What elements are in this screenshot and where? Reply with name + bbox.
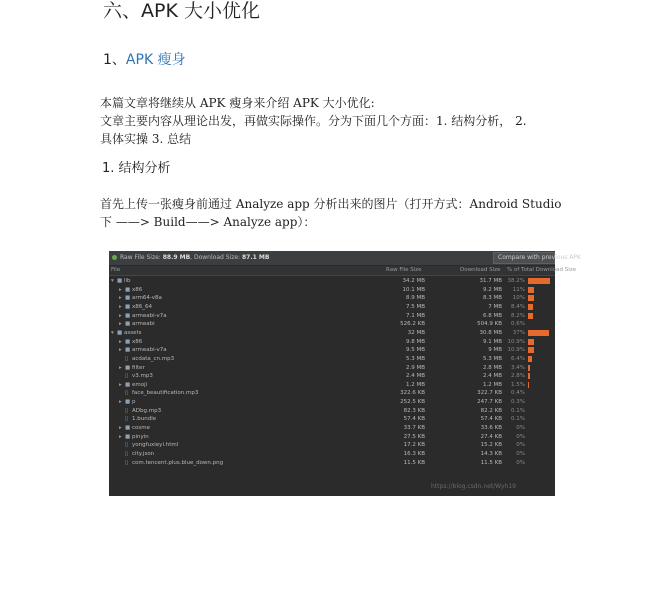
- percent-cell: 0.1%: [511, 416, 525, 423]
- folder-icon: ■: [125, 338, 131, 345]
- file-icon: ▯: [125, 451, 129, 457]
- file-name: lib: [124, 278, 131, 284]
- paragraph-analyze: 首先上传一张瘦身前通过 Analyze app 分析出来的图片（打开方式：Android Studio: [100, 197, 562, 211]
- paragraph-analyze-cont: 下 ——> Build——> Analyze app）：: [100, 215, 316, 229]
- raw-size-cell: 34.2 MB: [402, 278, 425, 284]
- section-label: APK 瘦身: [125, 52, 186, 68]
- folder-icon: ■: [125, 399, 131, 406]
- raw-size-cell: 82.3 KB: [403, 407, 425, 414]
- file-name: arm64-v8a: [132, 295, 162, 302]
- percent-cell: 0.3%: [511, 399, 525, 406]
- table-row[interactable]: [109, 372, 555, 381]
- raw-size-cell: 57.4 KB: [403, 416, 425, 423]
- percent-cell: 38.2%: [507, 278, 525, 284]
- download-size-cell: 14.3 KB: [480, 451, 502, 457]
- table-row[interactable]: [109, 381, 555, 390]
- percent-cell: 0%: [516, 425, 525, 432]
- expand-arrow-icon[interactable]: ▸: [119, 381, 122, 388]
- size-summary-bar: [109, 251, 581, 265]
- file-name: yongfuxieyi.html: [132, 442, 179, 449]
- folder-icon: ■: [125, 295, 131, 302]
- download-size-cell: 30.8 MB: [479, 329, 502, 336]
- file-name: com.tencent.plus.blue_down.png: [132, 459, 224, 466]
- expand-arrow-icon[interactable]: ▸: [119, 347, 122, 354]
- raw-size-cell: 32 MB: [407, 329, 425, 336]
- table-row[interactable]: [109, 415, 555, 424]
- paragraph-outline: 文章主要内容从理论出发，再做实际操作。分为下面几个方面：1. 结构分析， 2.: [100, 114, 527, 128]
- percent-bar: [528, 339, 534, 345]
- table-row[interactable]: [109, 277, 555, 286]
- percent-bar: [528, 287, 534, 293]
- download-size-cell: 6.8 MB: [482, 312, 502, 319]
- table-row[interactable]: [109, 312, 555, 321]
- percent-bar: [528, 382, 529, 388]
- percent-cell: 3.4%: [511, 364, 525, 371]
- percent-bar: [528, 304, 533, 310]
- percent-cell: 0%: [516, 442, 525, 449]
- folder-icon: ■: [125, 312, 131, 319]
- size-summary: [120, 253, 269, 262]
- download-size-cell: 5.3 MB: [482, 355, 502, 362]
- percent-bar: [528, 347, 534, 353]
- table-row[interactable]: [109, 286, 555, 295]
- percent-bar: [528, 330, 549, 336]
- file-name: ADbg.mp3: [132, 407, 162, 414]
- expand-arrow-icon[interactable]: ▾: [111, 278, 114, 284]
- download-size-cell: 1.2 MB: [482, 381, 502, 388]
- file-icon: ▯: [125, 355, 129, 362]
- table-row[interactable]: [109, 459, 555, 468]
- download-size-cell: 504.9 KB: [477, 321, 502, 328]
- download-size-cell: 15.2 KB: [480, 442, 502, 449]
- folder-icon: ■: [125, 364, 131, 371]
- percent-cell: 37%: [512, 329, 525, 336]
- download-size-cell: 31.7 MB: [479, 278, 502, 284]
- file-name: x86_64: [132, 303, 153, 310]
- file-icon: ▯: [125, 416, 129, 423]
- file-name: p: [132, 399, 136, 406]
- page-title: 六、APK 大小优化: [103, 0, 260, 22]
- file-name: x86: [132, 338, 143, 345]
- analyze-app-screenshot: [109, 251, 581, 496]
- percent-cell: 10.9%: [507, 338, 525, 345]
- download-size-label: , Download Size:: [190, 254, 242, 261]
- folder-icon: ■: [125, 321, 131, 328]
- raw-size-cell: 1.2 MB: [405, 381, 425, 388]
- download-size-cell: 9.2 MB: [482, 286, 502, 293]
- table-row[interactable]: [109, 329, 555, 338]
- download-size-cell: 82.2 KB: [480, 407, 502, 414]
- percent-bar: [528, 373, 530, 379]
- file-name: cosme: [132, 425, 150, 432]
- download-size-cell: 11.5 KB: [480, 459, 502, 466]
- expand-arrow-icon[interactable]: ▸: [119, 295, 122, 302]
- download-size-cell: 2.4 MB: [482, 373, 502, 380]
- raw-size-cell: 27.5 KB: [403, 433, 425, 440]
- file-icon: ▯: [125, 442, 129, 449]
- table-row[interactable]: [109, 441, 555, 450]
- file-name: pinyin: [132, 433, 149, 440]
- percent-cell: 0%: [516, 451, 525, 457]
- percent-cell: 0%: [516, 433, 525, 440]
- percent-cell: 2.8%: [511, 373, 525, 380]
- folder-icon: ■: [125, 286, 131, 293]
- expand-arrow-icon[interactable]: ▸: [119, 364, 122, 371]
- percent-cell: 0.6%: [511, 321, 525, 328]
- raw-size-cell: 33.7 KB: [403, 425, 425, 432]
- column-file[interactable]: File: [111, 267, 121, 273]
- column-download-size[interactable]: Download Size: [460, 267, 501, 273]
- table-header: [109, 266, 576, 276]
- raw-size-cell: 16.3 KB: [403, 451, 425, 457]
- percent-cell: 1.5%: [511, 381, 525, 388]
- file-name: assets: [124, 329, 142, 336]
- expand-arrow-icon[interactable]: ▸: [119, 338, 122, 345]
- raw-size-cell: 17.2 KB: [403, 442, 425, 449]
- file-name: armeabi: [132, 321, 155, 328]
- file-icon: ▯: [125, 390, 129, 397]
- section-number: 1、: [103, 52, 126, 68]
- expand-arrow-icon[interactable]: ▸: [119, 433, 122, 440]
- percent-cell: 6.4%: [511, 355, 525, 362]
- table-row[interactable]: [109, 355, 555, 364]
- raw-size-cell: 2.4 MB: [405, 373, 425, 380]
- raw-size-cell: 9.8 MB: [405, 338, 425, 345]
- folder-icon: ■: [125, 303, 131, 310]
- column-raw-size[interactable]: Raw File Size: [386, 267, 422, 273]
- table-row[interactable]: [109, 398, 555, 407]
- status-icon: [112, 255, 117, 260]
- file-name: acdata_cn.mp3: [132, 355, 175, 362]
- raw-size-cell: 2.9 MB: [405, 364, 425, 371]
- download-size-cell: 33.6 KB: [480, 425, 502, 432]
- file-icon: ▯: [125, 459, 129, 466]
- folder-icon: ■: [125, 425, 131, 432]
- compare-apk-button[interactable]: Compare with previous APK: [493, 252, 555, 264]
- percent-bar: [528, 365, 530, 371]
- percent-cell: 10.9%: [507, 347, 525, 354]
- table-row[interactable]: [109, 346, 555, 355]
- download-size-cell: 7 MB: [488, 303, 502, 310]
- expand-arrow-icon[interactable]: ▸: [119, 425, 122, 432]
- folder-icon: ■: [117, 329, 123, 336]
- raw-size-cell: 7.5 MB: [405, 303, 425, 310]
- table-row[interactable]: [109, 424, 555, 433]
- percent-cell: 10%: [512, 295, 525, 302]
- file-name: armeabi-v7a: [132, 312, 167, 319]
- file-name: x86: [132, 286, 143, 293]
- raw-size-cell: 526.2 KB: [400, 321, 425, 328]
- table-row[interactable]: [109, 450, 555, 459]
- percent-cell: 0%: [516, 459, 525, 466]
- table-row[interactable]: [109, 338, 555, 347]
- percent-bar: [528, 313, 533, 319]
- table-row[interactable]: [109, 389, 555, 398]
- raw-size-value: 88.9 MB: [162, 254, 191, 261]
- file-name: emoji: [132, 381, 148, 388]
- paragraph-outline-cont: 具体实操 3. 总结: [100, 132, 192, 146]
- download-size-cell: 2.8 MB: [482, 364, 502, 371]
- percent-cell: 8.2%: [511, 312, 525, 319]
- watermark: https://blog.csdn.net/Wyh19: [431, 483, 516, 490]
- expand-arrow-icon[interactable]: ▸: [119, 399, 122, 406]
- table-row[interactable]: [109, 320, 555, 329]
- download-size-cell: 27.4 KB: [480, 433, 502, 440]
- file-icon: ▯: [125, 407, 129, 414]
- table-row[interactable]: [109, 407, 555, 416]
- table-row[interactable]: [109, 303, 555, 312]
- download-size-cell: 9 MB: [488, 347, 502, 354]
- percent-cell: 11%: [512, 286, 525, 293]
- raw-size-label: Raw File Size:: [120, 254, 163, 261]
- folder-icon: ■: [117, 278, 123, 284]
- folder-icon: ■: [125, 347, 131, 354]
- raw-size-cell: 322.6 KB: [400, 390, 425, 397]
- raw-size-cell: 9.5 MB: [405, 347, 425, 354]
- file-name: armeabi-v7a: [132, 347, 167, 354]
- folder-icon: ■: [125, 381, 131, 388]
- raw-size-cell: 252.5 KB: [400, 399, 425, 406]
- percent-cell: 0.4%: [511, 390, 525, 397]
- raw-size-cell: 7.1 MB: [405, 312, 425, 319]
- expand-arrow-icon[interactable]: ▸: [119, 321, 122, 328]
- download-size-cell: 322.7 KB: [477, 390, 502, 397]
- percent-bar: [528, 295, 534, 301]
- raw-size-cell: 5.3 MB: [405, 355, 425, 362]
- folder-icon: ■: [125, 433, 131, 440]
- expand-arrow-icon[interactable]: ▸: [119, 312, 122, 319]
- raw-size-cell: 10.1 MB: [402, 286, 425, 293]
- percent-bar: [528, 356, 532, 362]
- expand-arrow-icon[interactable]: ▸: [119, 286, 122, 293]
- table-row[interactable]: [109, 364, 555, 373]
- download-size-cell: 57.4 KB: [480, 416, 502, 423]
- file-name: 1.bundle: [132, 416, 157, 423]
- download-size-cell: 8.3 MB: [482, 295, 502, 302]
- expand-arrow-icon[interactable]: ▾: [111, 329, 114, 336]
- download-size-value: 87.1 MB: [241, 254, 270, 261]
- file-name: city.json: [132, 451, 155, 457]
- table-row[interactable]: [109, 294, 555, 303]
- file-name: filter: [132, 364, 145, 371]
- percent-bar: [528, 278, 550, 284]
- raw-size-cell: 8.9 MB: [405, 295, 425, 302]
- column-percent[interactable]: % of Total Download Size: [507, 267, 576, 273]
- raw-size-cell: 11.5 KB: [403, 459, 425, 466]
- expand-arrow-icon[interactable]: ▸: [119, 303, 122, 310]
- file-icon: ▯: [125, 373, 129, 380]
- percent-cell: 0.1%: [511, 407, 525, 414]
- download-size-cell: 247.7 KB: [477, 399, 502, 406]
- subsection-heading: 1. 结构分析: [102, 161, 171, 176]
- file-name: face_beautification.mp3: [132, 390, 199, 397]
- paragraph-intro: 本篇文章将继续从 APK 瘦身来介绍 APK 大小优化:: [100, 96, 375, 110]
- percent-cell: 8.4%: [511, 303, 525, 310]
- section-heading: [103, 51, 186, 69]
- download-size-cell: 9.1 MB: [482, 338, 502, 345]
- file-name: v3.mp3: [132, 373, 153, 380]
- table-row[interactable]: [109, 433, 555, 442]
